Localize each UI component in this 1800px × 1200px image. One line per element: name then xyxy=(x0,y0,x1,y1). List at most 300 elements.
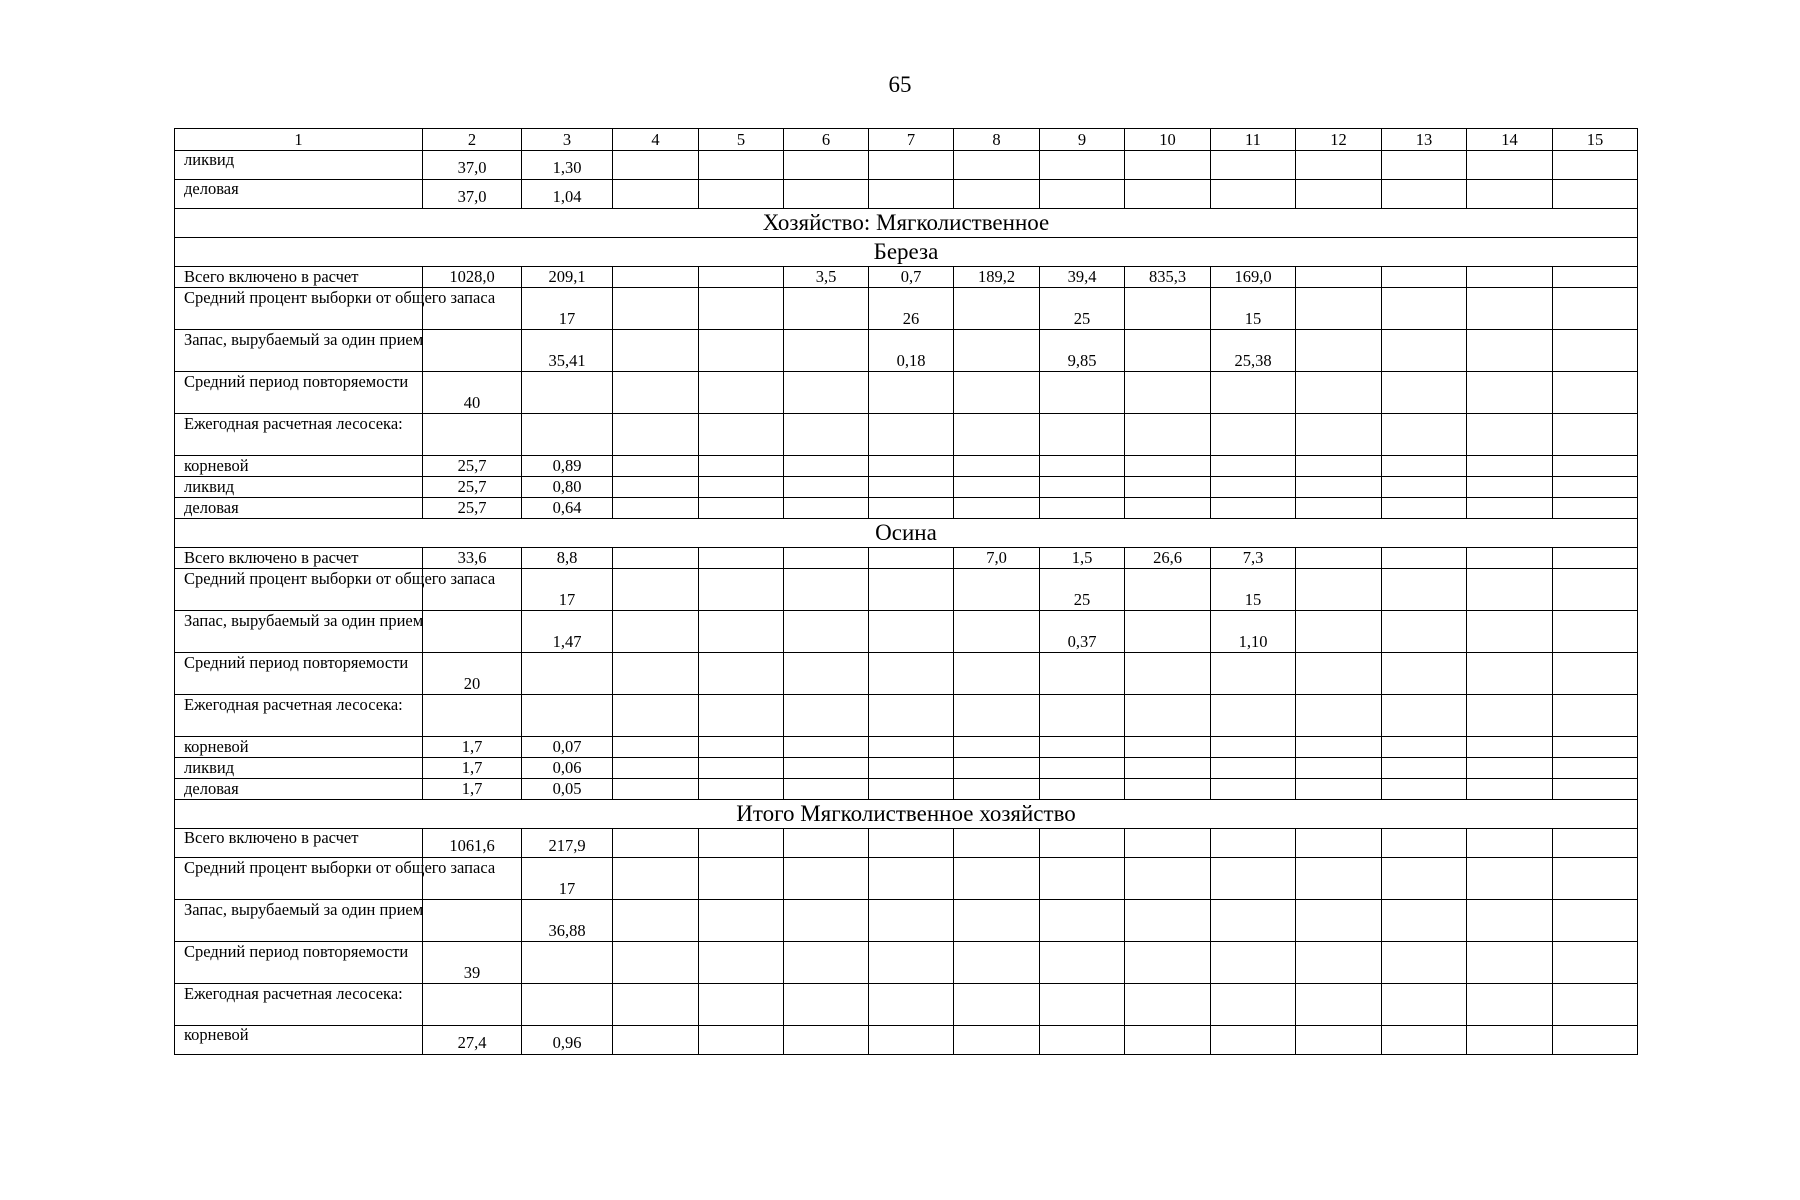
table-cell: 25,7 xyxy=(423,456,522,477)
table-cell: 1,10 xyxy=(1211,611,1296,653)
table-cell: 209,1 xyxy=(522,267,613,288)
table-cell xyxy=(784,151,869,180)
table-cell: 0,89 xyxy=(522,456,613,477)
table-cell xyxy=(954,288,1040,330)
table-cell: 0,80 xyxy=(522,477,613,498)
column-header: 8 xyxy=(954,129,1040,151)
table-cell: 33,6 xyxy=(423,548,522,569)
table-cell xyxy=(954,984,1040,1026)
table-cell xyxy=(1211,779,1296,800)
table-cell xyxy=(1467,858,1553,900)
section-title: Итого Мягколиственное хозяйство xyxy=(175,800,1638,829)
table-cell xyxy=(1382,267,1467,288)
table-cell xyxy=(1296,758,1382,779)
table-cell xyxy=(869,758,954,779)
column-header: 1 xyxy=(175,129,423,151)
table-cell xyxy=(1296,372,1382,414)
table-cell xyxy=(613,267,699,288)
table-cell xyxy=(1125,737,1211,758)
table-cell xyxy=(1553,900,1638,942)
row-label: деловая xyxy=(175,498,423,519)
forest-calculation-table xyxy=(174,128,1638,1055)
table-cell xyxy=(869,548,954,569)
column-header: 6 xyxy=(784,129,869,151)
table-cell xyxy=(1040,498,1125,519)
table-cell: 1,5 xyxy=(1040,548,1125,569)
table-cell xyxy=(1382,611,1467,653)
table-cell xyxy=(699,151,784,180)
table-cell xyxy=(522,984,613,1026)
table-cell xyxy=(1296,456,1382,477)
table-cell xyxy=(1467,548,1553,569)
table-cell xyxy=(699,611,784,653)
table-cell xyxy=(1296,288,1382,330)
table-cell xyxy=(784,180,869,209)
row-label: Всего включено в расчет xyxy=(175,548,423,569)
table-cell xyxy=(1467,288,1553,330)
table-cell: 0,37 xyxy=(1040,611,1125,653)
table-cell xyxy=(1296,858,1382,900)
table-row xyxy=(175,456,1638,477)
table-cell: 25,7 xyxy=(423,477,522,498)
table-cell xyxy=(1382,372,1467,414)
table-cell xyxy=(423,695,522,737)
table-cell xyxy=(1040,984,1125,1026)
table-cell xyxy=(1211,829,1296,858)
table-cell xyxy=(613,758,699,779)
table-cell xyxy=(613,653,699,695)
column-header: 10 xyxy=(1125,129,1211,151)
table-cell xyxy=(1040,858,1125,900)
table-cell xyxy=(1296,779,1382,800)
column-header: 2 xyxy=(423,129,522,151)
table-cell xyxy=(423,984,522,1026)
table-row xyxy=(175,548,1638,569)
table-cell xyxy=(954,180,1040,209)
table-cell: 1028,0 xyxy=(423,267,522,288)
table-row xyxy=(175,372,1638,414)
table-cell xyxy=(784,288,869,330)
table-cell xyxy=(699,779,784,800)
table-cell: 0,64 xyxy=(522,498,613,519)
table-cell xyxy=(954,653,1040,695)
column-header-row xyxy=(175,129,1638,151)
table-cell: 17 xyxy=(522,858,613,900)
table-row xyxy=(175,180,1638,209)
table-cell xyxy=(1040,372,1125,414)
table-cell xyxy=(1467,498,1553,519)
row-label: Средний процент выборки от общего запаса xyxy=(175,288,423,330)
table-cell xyxy=(699,330,784,372)
table-cell: 37,0 xyxy=(423,151,522,180)
table-cell xyxy=(1125,180,1211,209)
table-cell: 17 xyxy=(522,569,613,611)
table-cell xyxy=(1553,611,1638,653)
table-cell xyxy=(1553,653,1638,695)
row-label: корневой xyxy=(175,737,423,758)
table-cell xyxy=(1382,758,1467,779)
table-cell xyxy=(869,611,954,653)
table-cell xyxy=(1040,477,1125,498)
table-cell xyxy=(1125,758,1211,779)
table-cell xyxy=(1382,414,1467,456)
row-label: Средний процент выборки от общего запаса xyxy=(175,858,423,900)
table-row xyxy=(175,942,1638,984)
table-cell xyxy=(954,942,1040,984)
table-cell: 15 xyxy=(1211,288,1296,330)
row-label: Ежегодная расчетная лесосека: xyxy=(175,695,423,737)
column-header: 3 xyxy=(522,129,613,151)
row-label: ликвид xyxy=(175,477,423,498)
table-cell xyxy=(423,611,522,653)
table-cell xyxy=(954,414,1040,456)
table-cell xyxy=(784,758,869,779)
table-cell xyxy=(784,498,869,519)
table-cell xyxy=(1382,1026,1467,1055)
table-cell: 0,05 xyxy=(522,779,613,800)
table-cell xyxy=(613,858,699,900)
table-cell xyxy=(1382,456,1467,477)
table-row xyxy=(175,900,1638,942)
table-cell xyxy=(1553,858,1638,900)
column-header: 5 xyxy=(699,129,784,151)
table-cell xyxy=(1382,180,1467,209)
table-cell xyxy=(613,829,699,858)
table-cell xyxy=(1382,858,1467,900)
table-cell xyxy=(1553,151,1638,180)
table-cell xyxy=(1553,737,1638,758)
table-cell xyxy=(1296,330,1382,372)
table-cell xyxy=(869,829,954,858)
table-cell xyxy=(954,858,1040,900)
row-label: Ежегодная расчетная лесосека: xyxy=(175,984,423,1026)
table-cell xyxy=(869,984,954,1026)
table-row xyxy=(175,611,1638,653)
table-cell xyxy=(1467,611,1553,653)
column-header: 13 xyxy=(1382,129,1467,151)
table-row xyxy=(175,858,1638,900)
table-cell xyxy=(869,569,954,611)
table-cell xyxy=(954,758,1040,779)
table-cell xyxy=(784,695,869,737)
table-cell xyxy=(1553,477,1638,498)
table-cell xyxy=(1125,942,1211,984)
row-label: Всего включено в расчет xyxy=(175,829,423,858)
table-cell xyxy=(1467,695,1553,737)
section-title: Осина xyxy=(175,519,1638,548)
table-cell xyxy=(1296,498,1382,519)
table-cell: 17 xyxy=(522,288,613,330)
table-cell xyxy=(954,611,1040,653)
table-row xyxy=(175,498,1638,519)
section-title: Береза xyxy=(175,238,1638,267)
table-cell xyxy=(954,372,1040,414)
table-cell xyxy=(1553,829,1638,858)
table-row xyxy=(175,653,1638,695)
table-cell xyxy=(613,1026,699,1055)
table-cell xyxy=(522,372,613,414)
table-cell xyxy=(1467,151,1553,180)
table-cell xyxy=(869,695,954,737)
table-cell: 9,85 xyxy=(1040,330,1125,372)
table-cell xyxy=(784,1026,869,1055)
table-cell: 189,2 xyxy=(954,267,1040,288)
table-cell xyxy=(613,180,699,209)
row-label: Запас, вырубаемый за один прием xyxy=(175,900,423,942)
table-cell xyxy=(1211,151,1296,180)
table-cell xyxy=(1553,267,1638,288)
table-cell xyxy=(1296,569,1382,611)
table-cell xyxy=(954,151,1040,180)
table-cell xyxy=(1467,180,1553,209)
table-cell: 20 xyxy=(423,653,522,695)
table-cell xyxy=(522,414,613,456)
table-cell xyxy=(1125,456,1211,477)
section-title: Хозяйство: Мягколиственное xyxy=(175,209,1638,238)
table-row xyxy=(175,477,1638,498)
table-cell: 0,07 xyxy=(522,737,613,758)
table-cell xyxy=(1382,900,1467,942)
table-cell xyxy=(1296,267,1382,288)
table-cell xyxy=(869,858,954,900)
table-cell: 25 xyxy=(1040,288,1125,330)
row-label: Средний период повторяемости xyxy=(175,372,423,414)
row-label: Средний период повторяемости xyxy=(175,653,423,695)
table-cell xyxy=(869,477,954,498)
table-row xyxy=(175,779,1638,800)
table-cell xyxy=(1467,942,1553,984)
table-cell xyxy=(1211,737,1296,758)
table-cell xyxy=(1211,758,1296,779)
table-cell xyxy=(1382,779,1467,800)
table-cell xyxy=(699,737,784,758)
table-cell xyxy=(1382,477,1467,498)
table-cell xyxy=(954,1026,1040,1055)
table-cell xyxy=(1211,653,1296,695)
table-row xyxy=(175,151,1638,180)
table-cell xyxy=(1296,151,1382,180)
table-cell xyxy=(1211,1026,1296,1055)
table-cell xyxy=(869,653,954,695)
table-cell: 25,38 xyxy=(1211,330,1296,372)
row-label: корневой xyxy=(175,456,423,477)
table-cell xyxy=(699,653,784,695)
table-cell xyxy=(1296,414,1382,456)
table-cell xyxy=(1211,456,1296,477)
table-cell: 26,6 xyxy=(1125,548,1211,569)
table-cell xyxy=(1125,858,1211,900)
table-cell xyxy=(1382,829,1467,858)
table-cell xyxy=(1296,180,1382,209)
table-cell: 36,88 xyxy=(522,900,613,942)
table-cell xyxy=(954,498,1040,519)
table-cell xyxy=(699,372,784,414)
table-cell xyxy=(869,900,954,942)
table-cell xyxy=(1553,569,1638,611)
section-header-row xyxy=(175,800,1638,829)
table-cell xyxy=(1125,829,1211,858)
table-cell xyxy=(423,330,522,372)
table-row xyxy=(175,414,1638,456)
table-cell xyxy=(1040,695,1125,737)
table-cell xyxy=(1211,477,1296,498)
table-cell xyxy=(613,737,699,758)
table-cell xyxy=(699,829,784,858)
table-cell xyxy=(699,758,784,779)
table-cell xyxy=(1125,900,1211,942)
table-cell xyxy=(1382,498,1467,519)
table-cell xyxy=(1040,180,1125,209)
table-cell xyxy=(784,456,869,477)
table-cell: 169,0 xyxy=(1211,267,1296,288)
table-cell xyxy=(1553,779,1638,800)
table-cell xyxy=(869,456,954,477)
table-cell: 26 xyxy=(869,288,954,330)
table-cell xyxy=(1382,548,1467,569)
table-cell xyxy=(1467,653,1553,695)
table-cell xyxy=(1467,758,1553,779)
table-cell xyxy=(1296,611,1382,653)
table-row xyxy=(175,569,1638,611)
table-cell xyxy=(954,695,1040,737)
table-cell xyxy=(1553,1026,1638,1055)
column-header: 7 xyxy=(869,129,954,151)
table-cell xyxy=(869,737,954,758)
table-cell xyxy=(1040,900,1125,942)
table-cell: 217,9 xyxy=(522,829,613,858)
table-cell xyxy=(1211,695,1296,737)
table-cell xyxy=(613,456,699,477)
table-cell xyxy=(784,330,869,372)
table-row xyxy=(175,737,1638,758)
table-cell xyxy=(954,477,1040,498)
table-cell xyxy=(522,942,613,984)
row-label: Запас, вырубаемый за один прием xyxy=(175,330,423,372)
table-cell xyxy=(1211,498,1296,519)
table-cell xyxy=(613,288,699,330)
table-cell xyxy=(613,900,699,942)
table-cell xyxy=(1382,288,1467,330)
table-cell xyxy=(784,653,869,695)
table-cell xyxy=(613,942,699,984)
table-cell xyxy=(1382,653,1467,695)
table-cell xyxy=(1040,414,1125,456)
section-header-row xyxy=(175,238,1638,267)
table-cell xyxy=(1125,372,1211,414)
column-header: 12 xyxy=(1296,129,1382,151)
table-cell xyxy=(1553,456,1638,477)
table-cell xyxy=(1467,1026,1553,1055)
table-cell xyxy=(1125,779,1211,800)
table-cell xyxy=(1296,653,1382,695)
table-row xyxy=(175,330,1638,372)
table-row xyxy=(175,695,1638,737)
table-cell xyxy=(1040,653,1125,695)
table-cell xyxy=(1125,151,1211,180)
table-cell xyxy=(869,942,954,984)
table-cell xyxy=(869,1026,954,1055)
table-cell xyxy=(699,548,784,569)
table-cell: 25,7 xyxy=(423,498,522,519)
row-label: деловая xyxy=(175,180,423,209)
table-cell xyxy=(1211,984,1296,1026)
table-cell xyxy=(784,984,869,1026)
table-cell xyxy=(699,456,784,477)
table-cell xyxy=(1467,900,1553,942)
table-cell xyxy=(1467,372,1553,414)
table-cell xyxy=(522,653,613,695)
table-cell: 8,8 xyxy=(522,548,613,569)
table-cell xyxy=(1467,477,1553,498)
table-cell xyxy=(1382,330,1467,372)
table-cell xyxy=(613,611,699,653)
table-cell: 7,0 xyxy=(954,548,1040,569)
table-cell xyxy=(613,779,699,800)
table-cell xyxy=(1040,829,1125,858)
table-cell: 39,4 xyxy=(1040,267,1125,288)
table-cell: 0,7 xyxy=(869,267,954,288)
table-cell xyxy=(1125,477,1211,498)
table-cell xyxy=(1382,737,1467,758)
table-cell xyxy=(613,984,699,1026)
table-cell xyxy=(1125,611,1211,653)
table-cell: 1,04 xyxy=(522,180,613,209)
table-cell: 39 xyxy=(423,942,522,984)
section-header-row xyxy=(175,209,1638,238)
table-cell xyxy=(784,569,869,611)
table-cell xyxy=(869,151,954,180)
table-cell xyxy=(1553,372,1638,414)
table-cell xyxy=(1040,779,1125,800)
table-cell: 35,41 xyxy=(522,330,613,372)
table-cell xyxy=(1553,695,1638,737)
table-cell xyxy=(1553,942,1638,984)
table-cell xyxy=(699,414,784,456)
table-cell xyxy=(784,829,869,858)
table-cell: 3,5 xyxy=(784,267,869,288)
table-cell xyxy=(1382,942,1467,984)
table-cell xyxy=(1553,288,1638,330)
table-cell xyxy=(613,477,699,498)
table-cell: 1,30 xyxy=(522,151,613,180)
table-cell xyxy=(699,858,784,900)
table-cell xyxy=(1040,456,1125,477)
table-cell: 27,4 xyxy=(423,1026,522,1055)
table-cell xyxy=(954,829,1040,858)
table-cell xyxy=(1125,653,1211,695)
table-cell xyxy=(1382,695,1467,737)
table-cell xyxy=(954,779,1040,800)
table-cell: 37,0 xyxy=(423,180,522,209)
table-cell xyxy=(1467,330,1553,372)
column-header: 14 xyxy=(1467,129,1553,151)
table-cell: 0,96 xyxy=(522,1026,613,1055)
table-cell xyxy=(1040,737,1125,758)
table-cell xyxy=(869,779,954,800)
table-cell xyxy=(613,151,699,180)
table-cell xyxy=(423,414,522,456)
table-cell xyxy=(613,330,699,372)
table-cell xyxy=(1467,737,1553,758)
table-cell: 40 xyxy=(423,372,522,414)
table-cell xyxy=(1553,548,1638,569)
table-cell xyxy=(1211,414,1296,456)
table-row xyxy=(175,1026,1638,1055)
table-cell xyxy=(1553,984,1638,1026)
column-header: 11 xyxy=(1211,129,1296,151)
row-label: Всего включено в расчет xyxy=(175,267,423,288)
table-cell xyxy=(784,477,869,498)
